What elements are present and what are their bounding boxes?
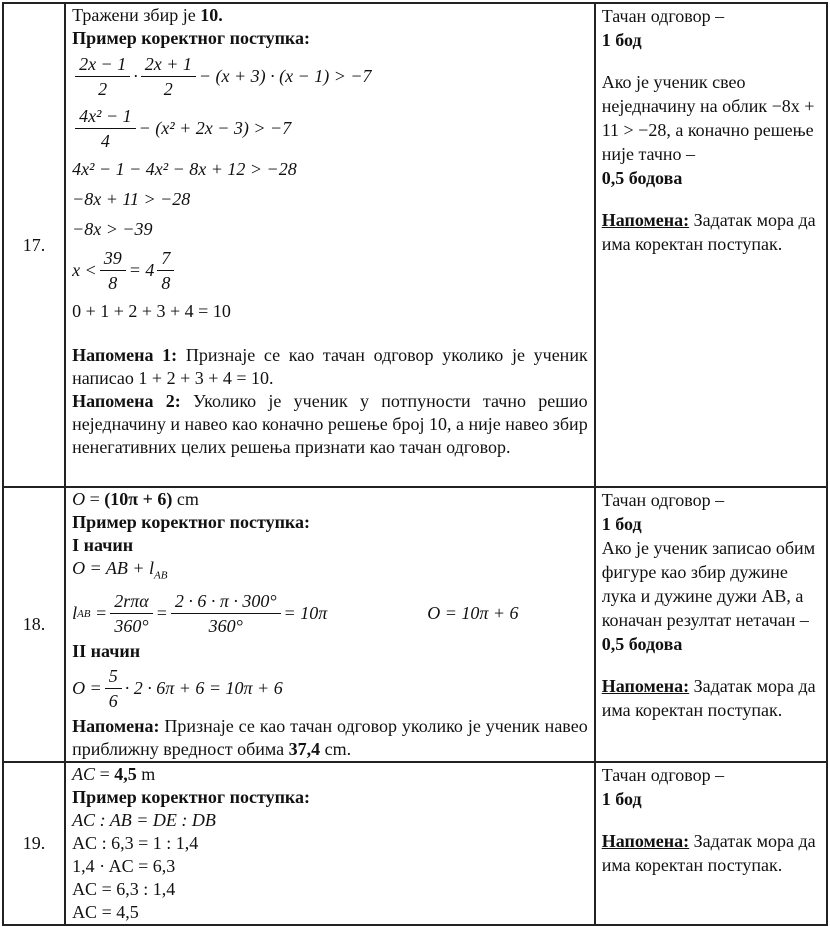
score-partial-condition: Ако је ученик записао обим фигуре као збир дужине лука и дужине дужи AB, а коначан резултат нетачан – — [601, 538, 816, 630]
task-row-18 — [3, 487, 827, 762]
note-1: Напомена 1: Признаје се као тачан одговор уколико је ученик написао 1 + 2 + 3 + 4 = 10. — [72, 345, 588, 388]
solution-cell — [65, 487, 595, 762]
score-partial-points: 0,5 бодова — [601, 634, 683, 654]
division-line: AC = 6,3 : 1,4 — [72, 878, 176, 899]
procedure-heading: Пример коректног поступка: — [72, 28, 311, 48]
math-step-4: −8x + 11 > −28 — [72, 188, 191, 209]
sum-line: 0 + 1 + 2 + 3 + 4 = 10 — [72, 300, 231, 321]
score-note: Напомена: Задатак мора да има коректан поступак. — [601, 210, 816, 254]
score-points: 1 бод — [601, 30, 642, 50]
perimeter-formula: O = AB + $l_{AB}$ — [72, 558, 168, 582]
method-2-calc: O = $\frac{5}{6}$ · 2 · 6π + 6 = 10π + 6 — [72, 666, 283, 712]
method-2-heading: II начин — [72, 640, 141, 661]
procedure-heading: Пример коректног поступка: — [72, 786, 311, 807]
task-row-17 — [3, 3, 827, 487]
answer-line: AC = 4,5 m — [72, 763, 156, 784]
solutions-table — [2, 2, 828, 926]
math-step-3: 4x² − 1 − 4x² − 8x + 12 > −28 — [72, 158, 297, 179]
solution-cell — [65, 3, 595, 487]
result-line: AC = 4,5 — [72, 901, 139, 922]
scoring-cell — [595, 487, 827, 762]
score-partial-points: 0,5 бодова — [601, 168, 683, 188]
task-number: 19. — [3, 762, 65, 925]
answer-line: O = (10π + 6) cm — [72, 489, 199, 509]
note-2: Напомена 2: Уколико је ученик у потпуности тачно решио неједначину и навео као коначно решење број 10, а није навео збир ненегативних целих решења признати као тачан одговор. — [72, 391, 588, 457]
math-step-5: −8x > −39 — [72, 218, 153, 239]
score-partial-condition: Ако је ученик свео неједначину на облик −8x + 11 > −28, а коначно решење није тачно – — [601, 72, 815, 164]
method-1-heading: I начин — [72, 535, 134, 555]
score-points: 1 бод — [601, 788, 642, 809]
score-correct-label: Тачан одговор – — [601, 490, 725, 510]
task-number: 18. — [3, 487, 65, 762]
answer-line: Тражени збир је 10. — [72, 5, 223, 25]
math-step-2: $\frac{\text{4x² − 1}}{4}$ − (x² + 2x − 3) > −7 — [72, 102, 588, 154]
task-number: 17. — [3, 3, 65, 487]
score-note: Напомена: Задатак мора да има коректан поступак. — [601, 830, 816, 875]
score-correct-label: Тачан одговор – — [601, 6, 725, 26]
arc-length-calc: l AB = $\frac{\text{2rπα}}{360^\circ}$ = $\frac{2 \cdot 6 \cdot \pi \cdot 300^\circ}{360^\circ}$ = 10π O = 10π + 6 — [72, 591, 519, 637]
scoring-cell — [595, 762, 827, 925]
math-step-1: $\frac{2x - 1}{2}$ · $\frac{2x + 1}{2}$ − (x + 3) · (x − 1) > −7 — [72, 50, 588, 102]
proportion-line: AC : AB = DE : DB — [72, 809, 216, 830]
score-correct-label: Тачан одговор – — [601, 764, 725, 785]
note: Напомена: Признаје се као тачан одговор уколико је ученик навео приближну вредност обима 37,4 cm. — [72, 715, 588, 759]
solution-cell — [65, 762, 595, 925]
scoring-cell — [595, 3, 827, 487]
score-note: Напомена: Задатак мора да има коректан поступак. — [601, 676, 816, 720]
cross-multiply-line: 1,4 · AC = 6,3 — [72, 855, 176, 876]
substitution-line: AC : 6,3 = 1 : 1,4 — [72, 832, 199, 853]
task-row-19 — [3, 762, 827, 925]
score-points: 1 бод — [601, 514, 642, 534]
procedure-heading: Пример коректног поступка: — [72, 512, 311, 532]
math-step-6: x < $\frac{39}{8}$ = 4 $\frac{7}{8}$ — [72, 244, 588, 296]
